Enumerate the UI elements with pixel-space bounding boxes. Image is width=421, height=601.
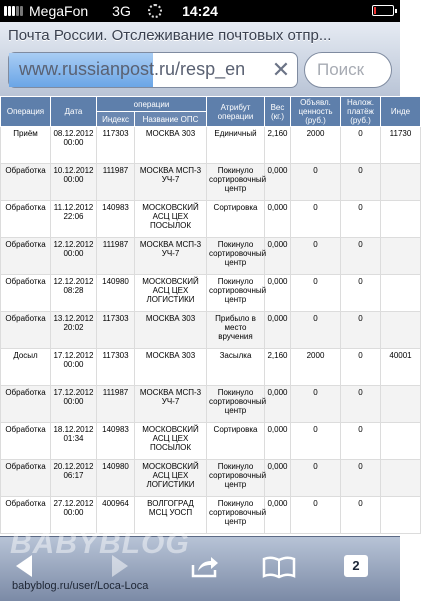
cell-weight: 0,000 bbox=[265, 386, 291, 423]
clear-url-icon[interactable]: ✕ bbox=[271, 57, 291, 82]
cell-cod: 0 bbox=[341, 201, 381, 238]
cell-office: МОСКОВСКИЙ АСЦ ЦЕХ ПОСЫЛОК bbox=[135, 201, 207, 238]
table-row bbox=[1, 312, 421, 349]
cell-dest-index bbox=[381, 275, 421, 312]
cell-date: 12.12.2012 08:28 bbox=[51, 275, 97, 312]
cell-weight: 0,000 bbox=[265, 497, 291, 534]
cell-office: МОСКВА МСП-3 УЧ-7 bbox=[135, 386, 207, 423]
cell-attribute: Покинуло сортировочный центр bbox=[207, 386, 265, 423]
col-operation: Операция bbox=[1, 97, 51, 127]
table-row bbox=[1, 460, 421, 497]
col-date: Дата bbox=[51, 97, 97, 127]
table-row bbox=[1, 238, 421, 275]
cell-date: 13.12.2012 20:02 bbox=[51, 312, 97, 349]
cell-declared-value: 2000 bbox=[291, 127, 341, 164]
cell-attribute: Засылка bbox=[207, 349, 265, 386]
cell-index: 400964 bbox=[97, 497, 135, 534]
cell-dest-index bbox=[381, 164, 421, 201]
col-place-group: операции bbox=[97, 97, 207, 112]
battery-icon bbox=[372, 5, 394, 16]
cell-dest-index bbox=[381, 386, 421, 423]
cell-cod: 0 bbox=[341, 386, 381, 423]
cell-index: 140980 bbox=[97, 460, 135, 497]
cell-attribute: Единичный bbox=[207, 127, 265, 164]
cell-declared-value: 2000 bbox=[291, 349, 341, 386]
cell-cod: 0 bbox=[341, 423, 381, 460]
status-bar bbox=[0, 0, 400, 22]
page-title: Почта России. Отслеживание почтовых отпр... bbox=[8, 27, 332, 44]
cell-index: 111987 bbox=[97, 386, 135, 423]
search-placeholder: Поиск bbox=[317, 60, 365, 79]
cell-declared-value: 0 bbox=[291, 164, 341, 201]
cell-cod: 0 bbox=[341, 238, 381, 275]
cell-weight: 0,000 bbox=[265, 164, 291, 201]
cell-index: 117303 bbox=[97, 127, 135, 164]
cell-dest-index bbox=[381, 497, 421, 534]
cell-office: МОСКОВСКИЙ АСЦ ЦЕХ ЛОГИСТИКИ bbox=[135, 275, 207, 312]
cell-attribute: Покинуло сортировочный центр bbox=[207, 164, 265, 201]
url-text: www.russianpost.ru/resp_en bbox=[19, 59, 246, 79]
table-row bbox=[1, 275, 421, 312]
cell-operation: Обработка bbox=[1, 201, 51, 238]
cell-attribute: Покинуло сортировочный центр bbox=[207, 497, 265, 534]
cell-operation: Обработка bbox=[1, 312, 51, 349]
cell-index: 117303 bbox=[97, 349, 135, 386]
cell-attribute: Покинуло сортировочный центр bbox=[207, 238, 265, 275]
col-attribute: Атрибут операции bbox=[207, 97, 265, 127]
cell-attribute: Покинуло сортировочный центр bbox=[207, 275, 265, 312]
tracking-table bbox=[0, 96, 421, 534]
table-row bbox=[1, 164, 421, 201]
cell-date: 20.12.2012 06:17 bbox=[51, 460, 97, 497]
col-office: Название ОПС bbox=[135, 112, 207, 127]
watermark-logo: BABYBLOG bbox=[10, 527, 190, 560]
cell-index: 111987 bbox=[97, 238, 135, 275]
cell-operation: Досыл bbox=[1, 349, 51, 386]
cell-attribute: Прибыло в место вручения bbox=[207, 312, 265, 349]
cell-office: ВОЛГОГРАД МСЦ УОСП bbox=[135, 497, 207, 534]
cell-date: 17.12.2012 00:00 bbox=[51, 349, 97, 386]
table-row bbox=[1, 349, 421, 386]
cell-date: 12.12.2012 00:00 bbox=[51, 238, 97, 275]
cell-date: 27.12.2012 00:00 bbox=[51, 497, 97, 534]
cell-operation: Приём bbox=[1, 127, 51, 164]
cell-office: МОСКОВСКИЙ АСЦ ЦЕХ ПОСЫЛОК bbox=[135, 423, 207, 460]
cell-date: 17.12.2012 00:00 bbox=[51, 386, 97, 423]
cell-operation: Обработка bbox=[1, 497, 51, 534]
table-row bbox=[1, 423, 421, 460]
cell-index: 111987 bbox=[97, 164, 135, 201]
cell-declared-value: 0 bbox=[291, 238, 341, 275]
forward-arrow-icon[interactable] bbox=[112, 555, 128, 577]
cell-weight: 2,160 bbox=[265, 349, 291, 386]
cell-dest-index bbox=[381, 460, 421, 497]
cell-date: 10.12.2012 00:00 bbox=[51, 164, 97, 201]
cell-date: 11.12.2012 22:06 bbox=[51, 201, 97, 238]
cell-dest-index bbox=[381, 312, 421, 349]
cell-declared-value: 0 bbox=[291, 460, 341, 497]
bookmarks-icon[interactable] bbox=[262, 555, 296, 581]
cell-operation: Обработка bbox=[1, 460, 51, 497]
cell-cod: 0 bbox=[341, 460, 381, 497]
network-type: 3G bbox=[112, 3, 131, 19]
cell-cod: 0 bbox=[341, 127, 381, 164]
table-row bbox=[1, 127, 421, 164]
cell-declared-value: 0 bbox=[291, 201, 341, 238]
cell-office: МОСКВА 303 bbox=[135, 349, 207, 386]
cell-operation: Обработка bbox=[1, 164, 51, 201]
cell-operation: Обработка bbox=[1, 423, 51, 460]
cell-cod: 0 bbox=[341, 497, 381, 534]
cell-office: МОСКВА МСП-3 УЧ-7 bbox=[135, 164, 207, 201]
cell-office: МОСКОВСКИЙ АСЦ ЦЕХ ЛОГИСТИКИ bbox=[135, 460, 207, 497]
back-arrow-icon[interactable] bbox=[16, 555, 32, 577]
cell-declared-value: 0 bbox=[291, 497, 341, 534]
cell-cod: 0 bbox=[341, 349, 381, 386]
col-dest-index: Инде bbox=[381, 97, 421, 127]
table-row bbox=[1, 386, 421, 423]
cell-declared-value: 0 bbox=[291, 386, 341, 423]
browser-bar bbox=[0, 22, 400, 97]
footer-url: babyblog.ru/user/Loca-Loca bbox=[12, 580, 149, 592]
cell-office: МОСКВА МСП-3 УЧ-7 bbox=[135, 238, 207, 275]
cell-dest-index bbox=[381, 238, 421, 275]
cell-attribute: Сортировка bbox=[207, 423, 265, 460]
col-weight: Вес (кг.) bbox=[265, 97, 291, 127]
col-cod: Налож. платёж (руб.) bbox=[341, 97, 381, 127]
cell-dest-index: 40001 bbox=[381, 349, 421, 386]
cell-declared-value: 0 bbox=[291, 312, 341, 349]
cell-dest-index bbox=[381, 423, 421, 460]
cell-attribute: Покинуло сортировочный центр bbox=[207, 460, 265, 497]
search-field[interactable] bbox=[304, 52, 392, 88]
table-row bbox=[1, 201, 421, 238]
cell-office: МОСКВА 303 bbox=[135, 127, 207, 164]
cell-weight: 0,000 bbox=[265, 312, 291, 349]
cell-weight: 0,000 bbox=[265, 423, 291, 460]
share-icon[interactable] bbox=[188, 555, 222, 581]
cell-index: 117303 bbox=[97, 312, 135, 349]
cell-weight: 0,000 bbox=[265, 201, 291, 238]
cell-office: МОСКВА 303 bbox=[135, 312, 207, 349]
cell-weight: 2,160 bbox=[265, 127, 291, 164]
cell-index: 140980 bbox=[97, 275, 135, 312]
bottom-toolbar bbox=[0, 527, 400, 601]
cell-declared-value: 0 bbox=[291, 275, 341, 312]
cell-operation: Обработка bbox=[1, 238, 51, 275]
cell-operation: Обработка bbox=[1, 275, 51, 312]
cell-cod: 0 bbox=[341, 275, 381, 312]
cell-cod: 0 bbox=[341, 312, 381, 349]
cell-weight: 0,000 bbox=[265, 460, 291, 497]
cell-declared-value: 0 bbox=[291, 423, 341, 460]
cell-attribute: Сортировка bbox=[207, 201, 265, 238]
clock: 14:24 bbox=[182, 3, 218, 19]
cell-dest-index: 11730 bbox=[381, 127, 421, 164]
cell-operation: Обработка bbox=[1, 386, 51, 423]
cell-cod: 0 bbox=[341, 164, 381, 201]
table-body bbox=[1, 127, 421, 534]
cell-dest-index bbox=[381, 201, 421, 238]
col-declared-value: Объявл. ценность (руб.) bbox=[291, 97, 341, 127]
pages-icon[interactable]: 2 bbox=[344, 555, 368, 577]
cell-index: 140983 bbox=[97, 201, 135, 238]
url-field[interactable] bbox=[8, 52, 298, 88]
cell-index: 140983 bbox=[97, 423, 135, 460]
cell-weight: 0,000 bbox=[265, 275, 291, 312]
cell-weight: 0,000 bbox=[265, 238, 291, 275]
cell-date: 08.12.2012 00:00 bbox=[51, 127, 97, 164]
cell-date: 18.12.2012 01:34 bbox=[51, 423, 97, 460]
carrier-name: MegaFon bbox=[29, 3, 89, 19]
col-index: Индекс bbox=[97, 112, 135, 127]
tracking-content[interactable] bbox=[0, 96, 412, 536]
